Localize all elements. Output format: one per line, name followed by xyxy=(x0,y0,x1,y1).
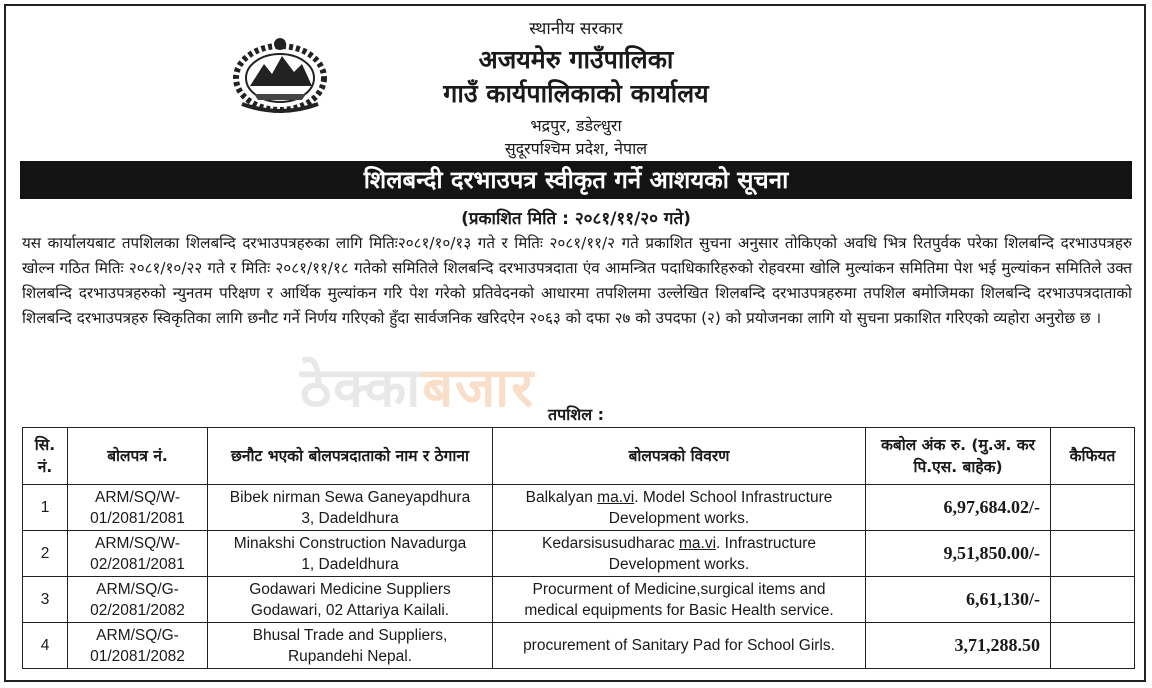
cell-remarks xyxy=(1051,485,1135,531)
cell-amount: 3,71,288.50 xyxy=(866,623,1051,669)
local-government-label: स्थानीय सरकार xyxy=(529,19,623,39)
cell-description: Kedarsisusudharac ma.vi. Infrastructure Development works. xyxy=(493,531,866,577)
cell-bid-no: ARM/SQ/W- 02/2081/2081 xyxy=(68,531,208,577)
cell-bidder: Godawari Medicine Suppliers Godawari, 02 Attariya Kailali. xyxy=(208,577,493,623)
cell-bidder: Bibek nirman Sewa Ganeyapdhura 3, Dadeldhura xyxy=(208,485,493,531)
address-line-1: भद्रपुर, डडेल्धुरा xyxy=(530,116,622,135)
col-header-description: बोलपत्रको विवरण xyxy=(493,428,866,485)
table-row xyxy=(23,485,1135,531)
cell-bid-no: ARM/SQ/G- 02/2081/2082 xyxy=(68,577,208,623)
cell-remarks xyxy=(1051,623,1135,669)
table-row xyxy=(23,531,1135,577)
cell-remarks xyxy=(1051,577,1135,623)
cell-sn: 3 xyxy=(23,577,68,623)
col-header-bid-no: बोलपत्र नं. xyxy=(68,428,208,485)
cell-amount: 9,51,850.00/- xyxy=(866,531,1051,577)
col-header-amount: कबोल अंक रु. (मु.अ. कर पि.एस. बाहेक) xyxy=(866,428,1051,485)
cell-amount: 6,97,684.02/- xyxy=(866,485,1051,531)
cell-bid-no: ARM/SQ/G- 01/2081/2082 xyxy=(68,623,208,669)
cell-amount: 6,61,130/- xyxy=(866,577,1051,623)
notice-title: शिलबन्दी दरभाउपत्र स्वीकृत गर्ने आशयको सूचना xyxy=(20,161,1132,199)
cell-description: Balkalyan ma.vi. Model School Infrastructure Development works. xyxy=(493,485,866,531)
table-row xyxy=(23,623,1135,669)
watermark-part-1: ठेक्का xyxy=(300,356,423,419)
cell-sn: 2 xyxy=(23,531,68,577)
cell-description: Procurment of Medicine,surgical items and medical equipments for Basic Health service. xyxy=(493,577,866,623)
cell-remarks xyxy=(1051,531,1135,577)
col-header-remarks: कैफियत xyxy=(1051,428,1135,485)
cell-sn: 4 xyxy=(23,623,68,669)
col-header-bidder: छनौट भएको बोलपत्रदाताको नाम र ठेगाना xyxy=(208,428,493,485)
col-header-sn: सि. नं. xyxy=(23,428,68,485)
cell-bidder: Minakshi Construction Navadurga 1, Dadeldhura xyxy=(208,531,493,577)
cell-sn: 1 xyxy=(23,485,68,531)
bid-table xyxy=(22,427,1135,669)
table-header-row xyxy=(23,428,1135,485)
address-line-2: सुदूरपश्चिम प्रदेश, नेपाल xyxy=(504,139,648,158)
table-row xyxy=(23,577,1135,623)
office-name: गाउँ कार्यपालिकाको कार्यालय xyxy=(443,79,709,108)
municipality-name: अजयमेरु गाउँपालिका xyxy=(478,45,674,74)
cell-bid-no: ARM/SQ/W- 01/2081/2081 xyxy=(68,485,208,531)
cell-bidder: Bhusal Trade and Suppliers, Rupandehi Nepal. xyxy=(208,623,493,669)
published-date: (प्रकाशित मिति : २०८१/११/२० गते) xyxy=(461,209,691,229)
watermark-part-2: बजार xyxy=(422,356,536,419)
cell-description: procurement of Sanitary Pad for School Girls. xyxy=(493,623,866,669)
notice-body: यस कार्यालयबाट तपशिलका शिलबन्दि दरभाउपत्रहरुका लागि मितिः२०८१/१०/१३ गते र मितिः २०८१/११/२ गते प्रकाशित सुचना अनुसार तोकिएको अवधि भित्र रितपुर्वक परेका शिलबन्दि दरभाउपत्रहरु खोल्न गठित मितिः २०८१/१०/२२ गते र मितिः २०८१/११/१८ गतेको समितिले शिलबन्दि दरभाउपत्रदाता एंव आमन्त्रित पदाधिकारिहरुको रोहवरमा खोलि मुल्यांकन समितिमा पेश भई मुल्यांकन समितिले उक्त शिलबन्दि दरभाउपत्रहरुको न्युनतम परिक्षण र आर्थिक मुल्यांकन गरि पेश गरेको प्रतिवेदनको आधारमा तपशिलमा उल्लेखित शिलबन्दि दरभाउपत्रहरुमा तपशिल बमोजिमका शिलबन्दि दरभाउपत्रदाताको शिलबन्दि दरभाउपत्रहरु स्विकृतिका लागि छनौट गर्ने निर्णय गरिएको हुँदा सार्वजनिक खरिदऐन २०६३ को दफा २७ को उपदफा (२) को प्रयोजनका लागि यो सुचना प्रकाशित गरिएको व्यहोरा अनुरोछ छ । xyxy=(22,234,1132,327)
schedule-label: तपशिल : xyxy=(547,405,605,424)
